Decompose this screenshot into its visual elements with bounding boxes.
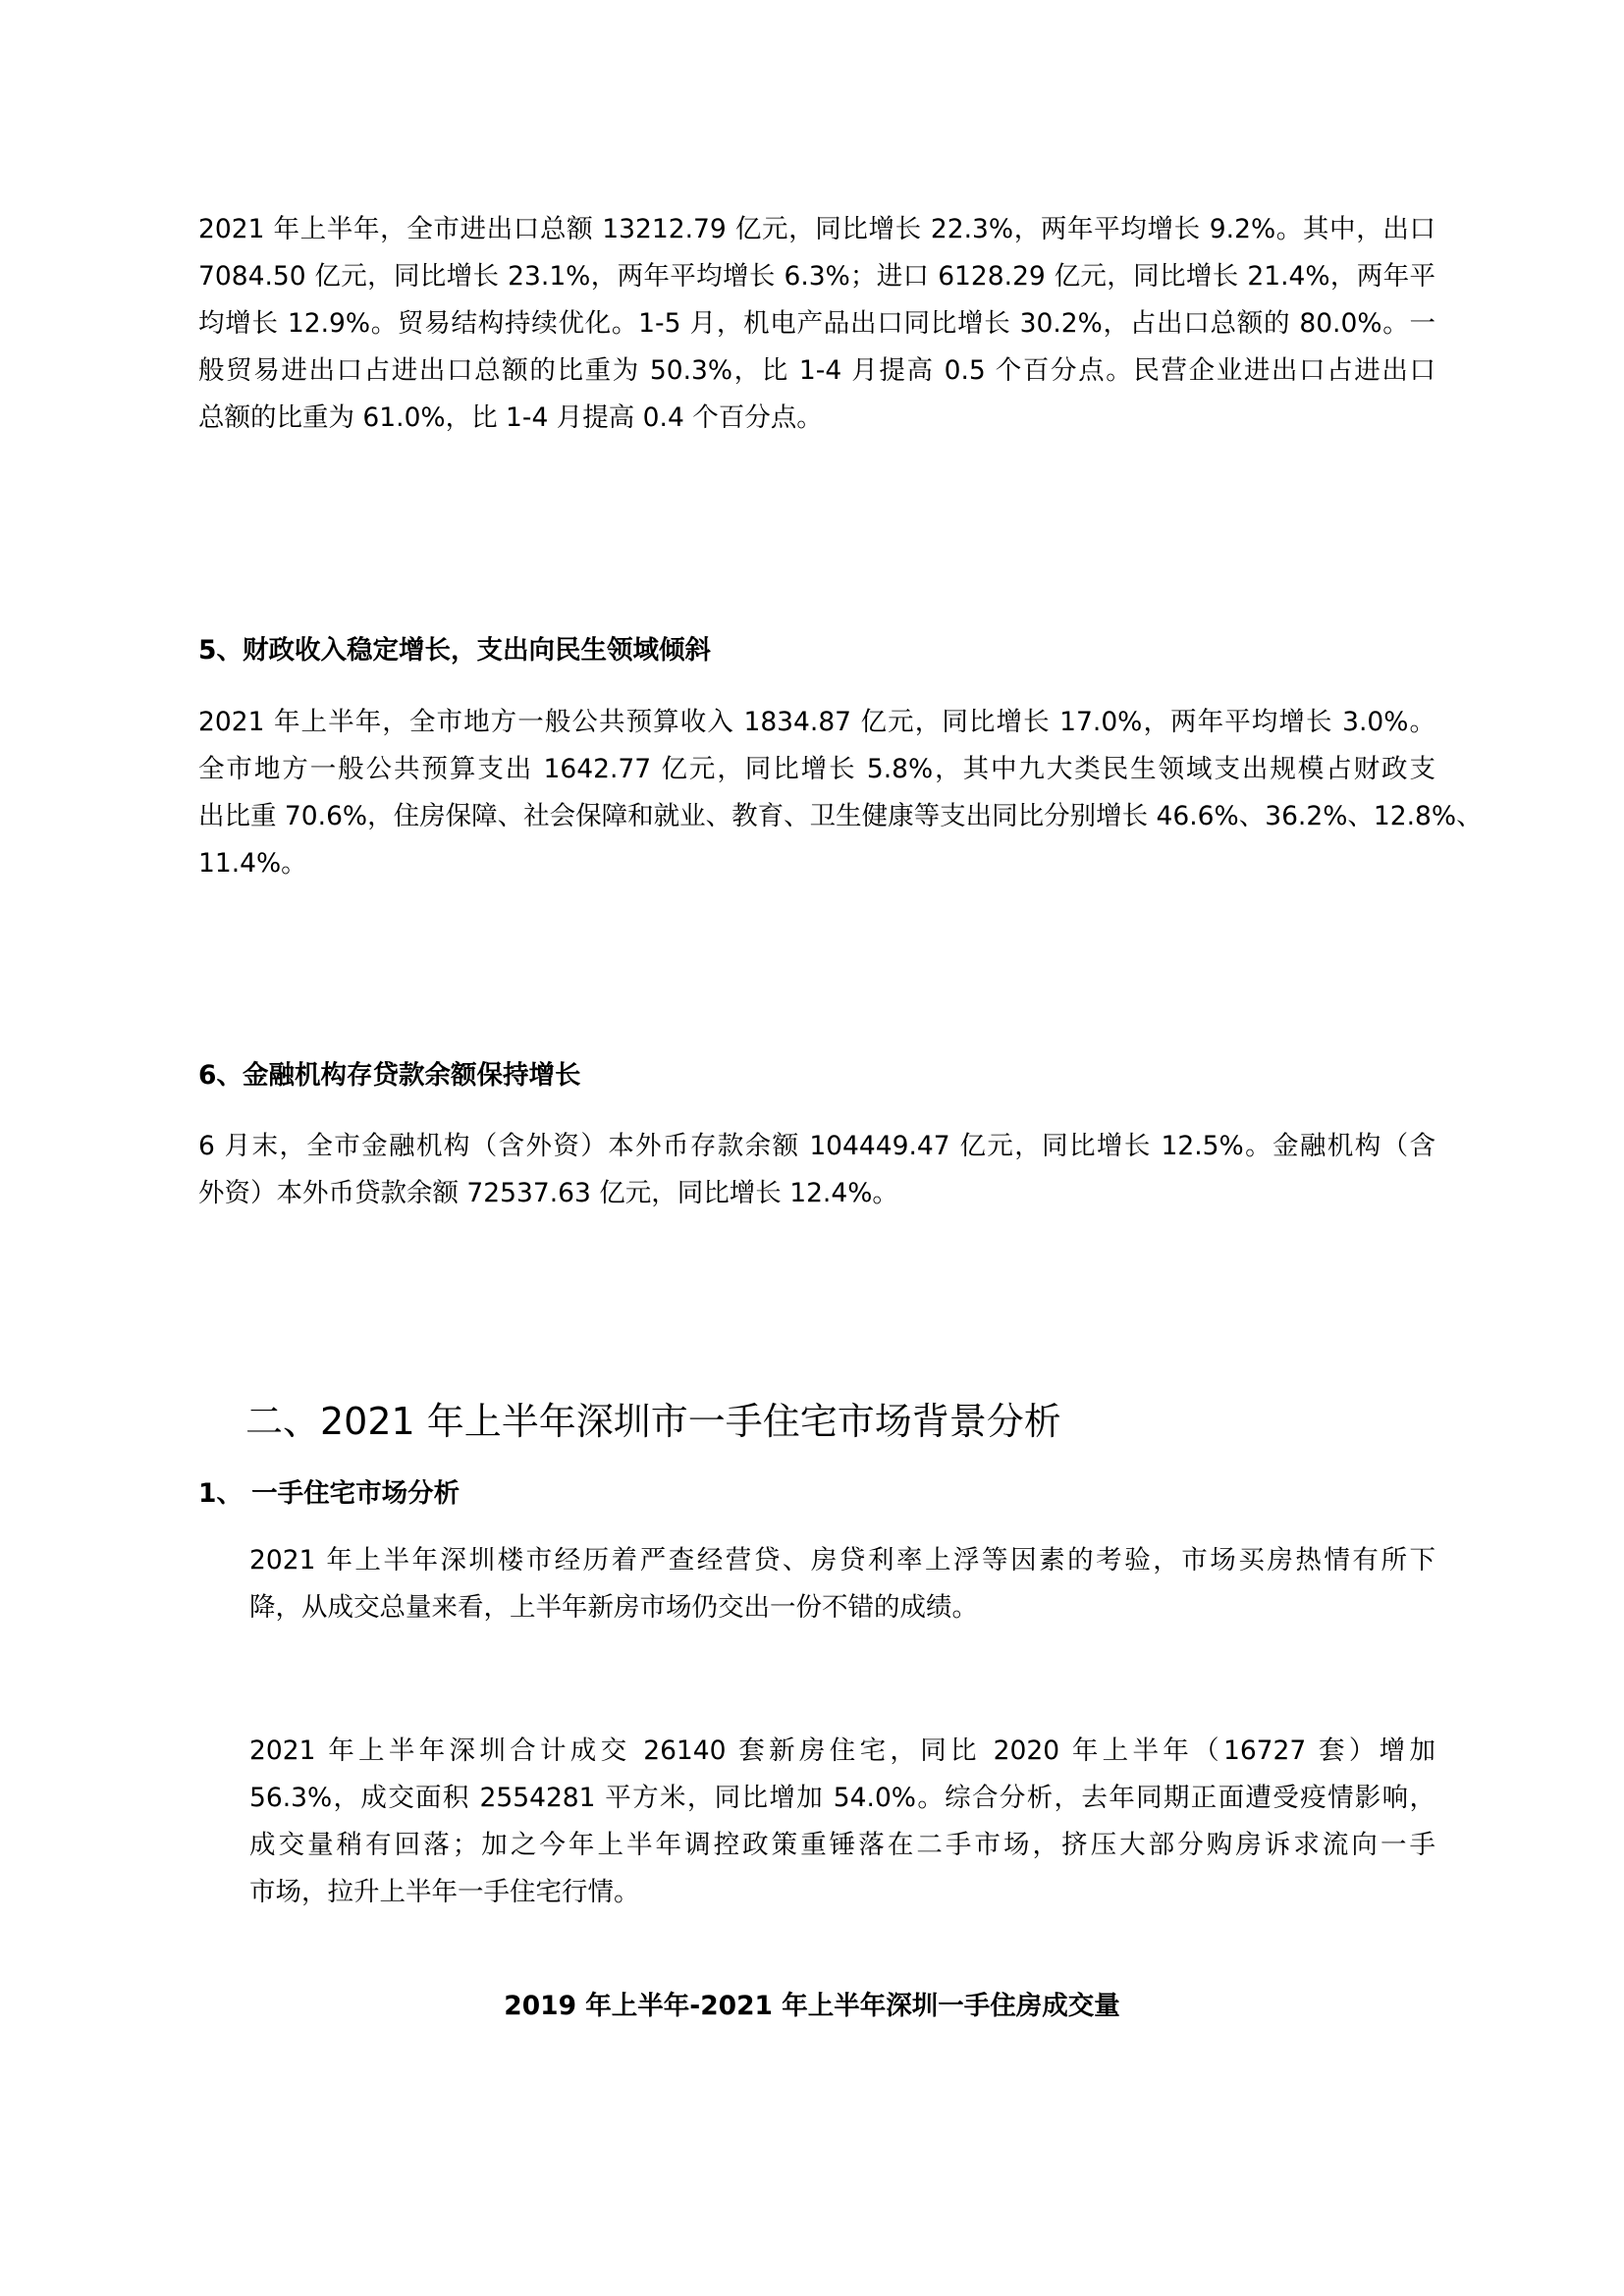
text-line: 成交量稍有回落；加之今年上半年调控政策重锤落在二手市场，挤压大部分购房诉求流向一手 [249, 1830, 1435, 1860]
sub-heading: 1、 一手住宅市场分析 [198, 1478, 460, 1509]
text-line: 全市地方一般公共预算支出 1642.77 亿元，同比增长 5.8%，其中九大类民生领域支出规模占财政支 [198, 754, 1435, 784]
text-line: 外资）本外币贷款余额 72537.63 亿元，同比增长 12.4%。 [198, 1178, 898, 1208]
finance-heading: 6、金融机构存贷款余额保持增长 [198, 1060, 581, 1091]
text-line: 2021 年上半年深圳合计成交 26140 套新房住宅，同比 2020 年上半年（16727 套）增加 [249, 1735, 1435, 1766]
section-title: 二、2021 年上半年深圳市一手住宅市场背景分析 [245, 1400, 1061, 1443]
text-line: 降，从成交总量来看，上半年新房市场仍交出一份不错的成绩。 [249, 1592, 978, 1623]
text-line: 2021 年上半年深圳楼市经历着严查经营贷、房贷利率上浮等因素的考验，市场买房热情有所下 [249, 1545, 1435, 1575]
chart-caption: 2019 年上半年-2021 年上半年深圳一手住房成交量 [504, 1991, 1120, 2021]
text-line: 56.3%，成交面积 2554281 平方米，同比增加 54.0%。综合分析，去年同期正面遭受疫情影响， [249, 1783, 1435, 1813]
finance-paragraph [198, 1123, 1435, 1217]
text-line: 7084.50 亿元，同比增长 23.1%，两年平均增长 6.3%；进口 6128.29 亿元，同比增长 21.4%，两年平 [198, 261, 1435, 292]
text-line: 11.4%。 [198, 848, 307, 879]
market-paragraph-2 [249, 1728, 1435, 1916]
text-line: 般贸易进出口占进出口总额的比重为 50.3%，比 1-4 月提高 0.5 个百分点。民营企业进出口占进出口 [198, 355, 1435, 386]
fiscal-heading: 5、财政收入稳定增长，支出向民生领域倾斜 [198, 635, 711, 666]
text-line: 总额的比重为 61.0%，比 1-4 月提高 0.4 个百分点。 [198, 402, 823, 433]
text-line: 2021 年上半年，全市地方一般公共预算收入 1834.87 亿元，同比增长 17.0%，两年平均增长 3.0%。 [198, 707, 1435, 737]
text-line: 6 月末，全市金融机构（含外资）本外币存款余额 104449.47 亿元，同比增长 12.5%。金融机构（含 [198, 1131, 1435, 1161]
text-line: 均增长 12.9%。贸易结构持续优化。1-5 月，机电产品出口同比增长 30.2%，占出口总额的 80.0%。一 [198, 308, 1435, 339]
trade-paragraph [198, 206, 1435, 442]
market-paragraph-1 [249, 1537, 1435, 1631]
text-line: 出比重 70.6%，住房保障、社会保障和就业、教育、卫生健康等支出同比分别增长 46.6%、36.2%、12.8%、 [198, 801, 1483, 831]
fiscal-paragraph [198, 699, 1483, 887]
text-line: 市场，拉升上半年一手住宅行情。 [249, 1877, 640, 1907]
text-line: 2021 年上半年，全市进出口总额 13212.79 亿元，同比增长 22.3%，两年平均增长 9.2%。其中，出口 [198, 214, 1435, 244]
